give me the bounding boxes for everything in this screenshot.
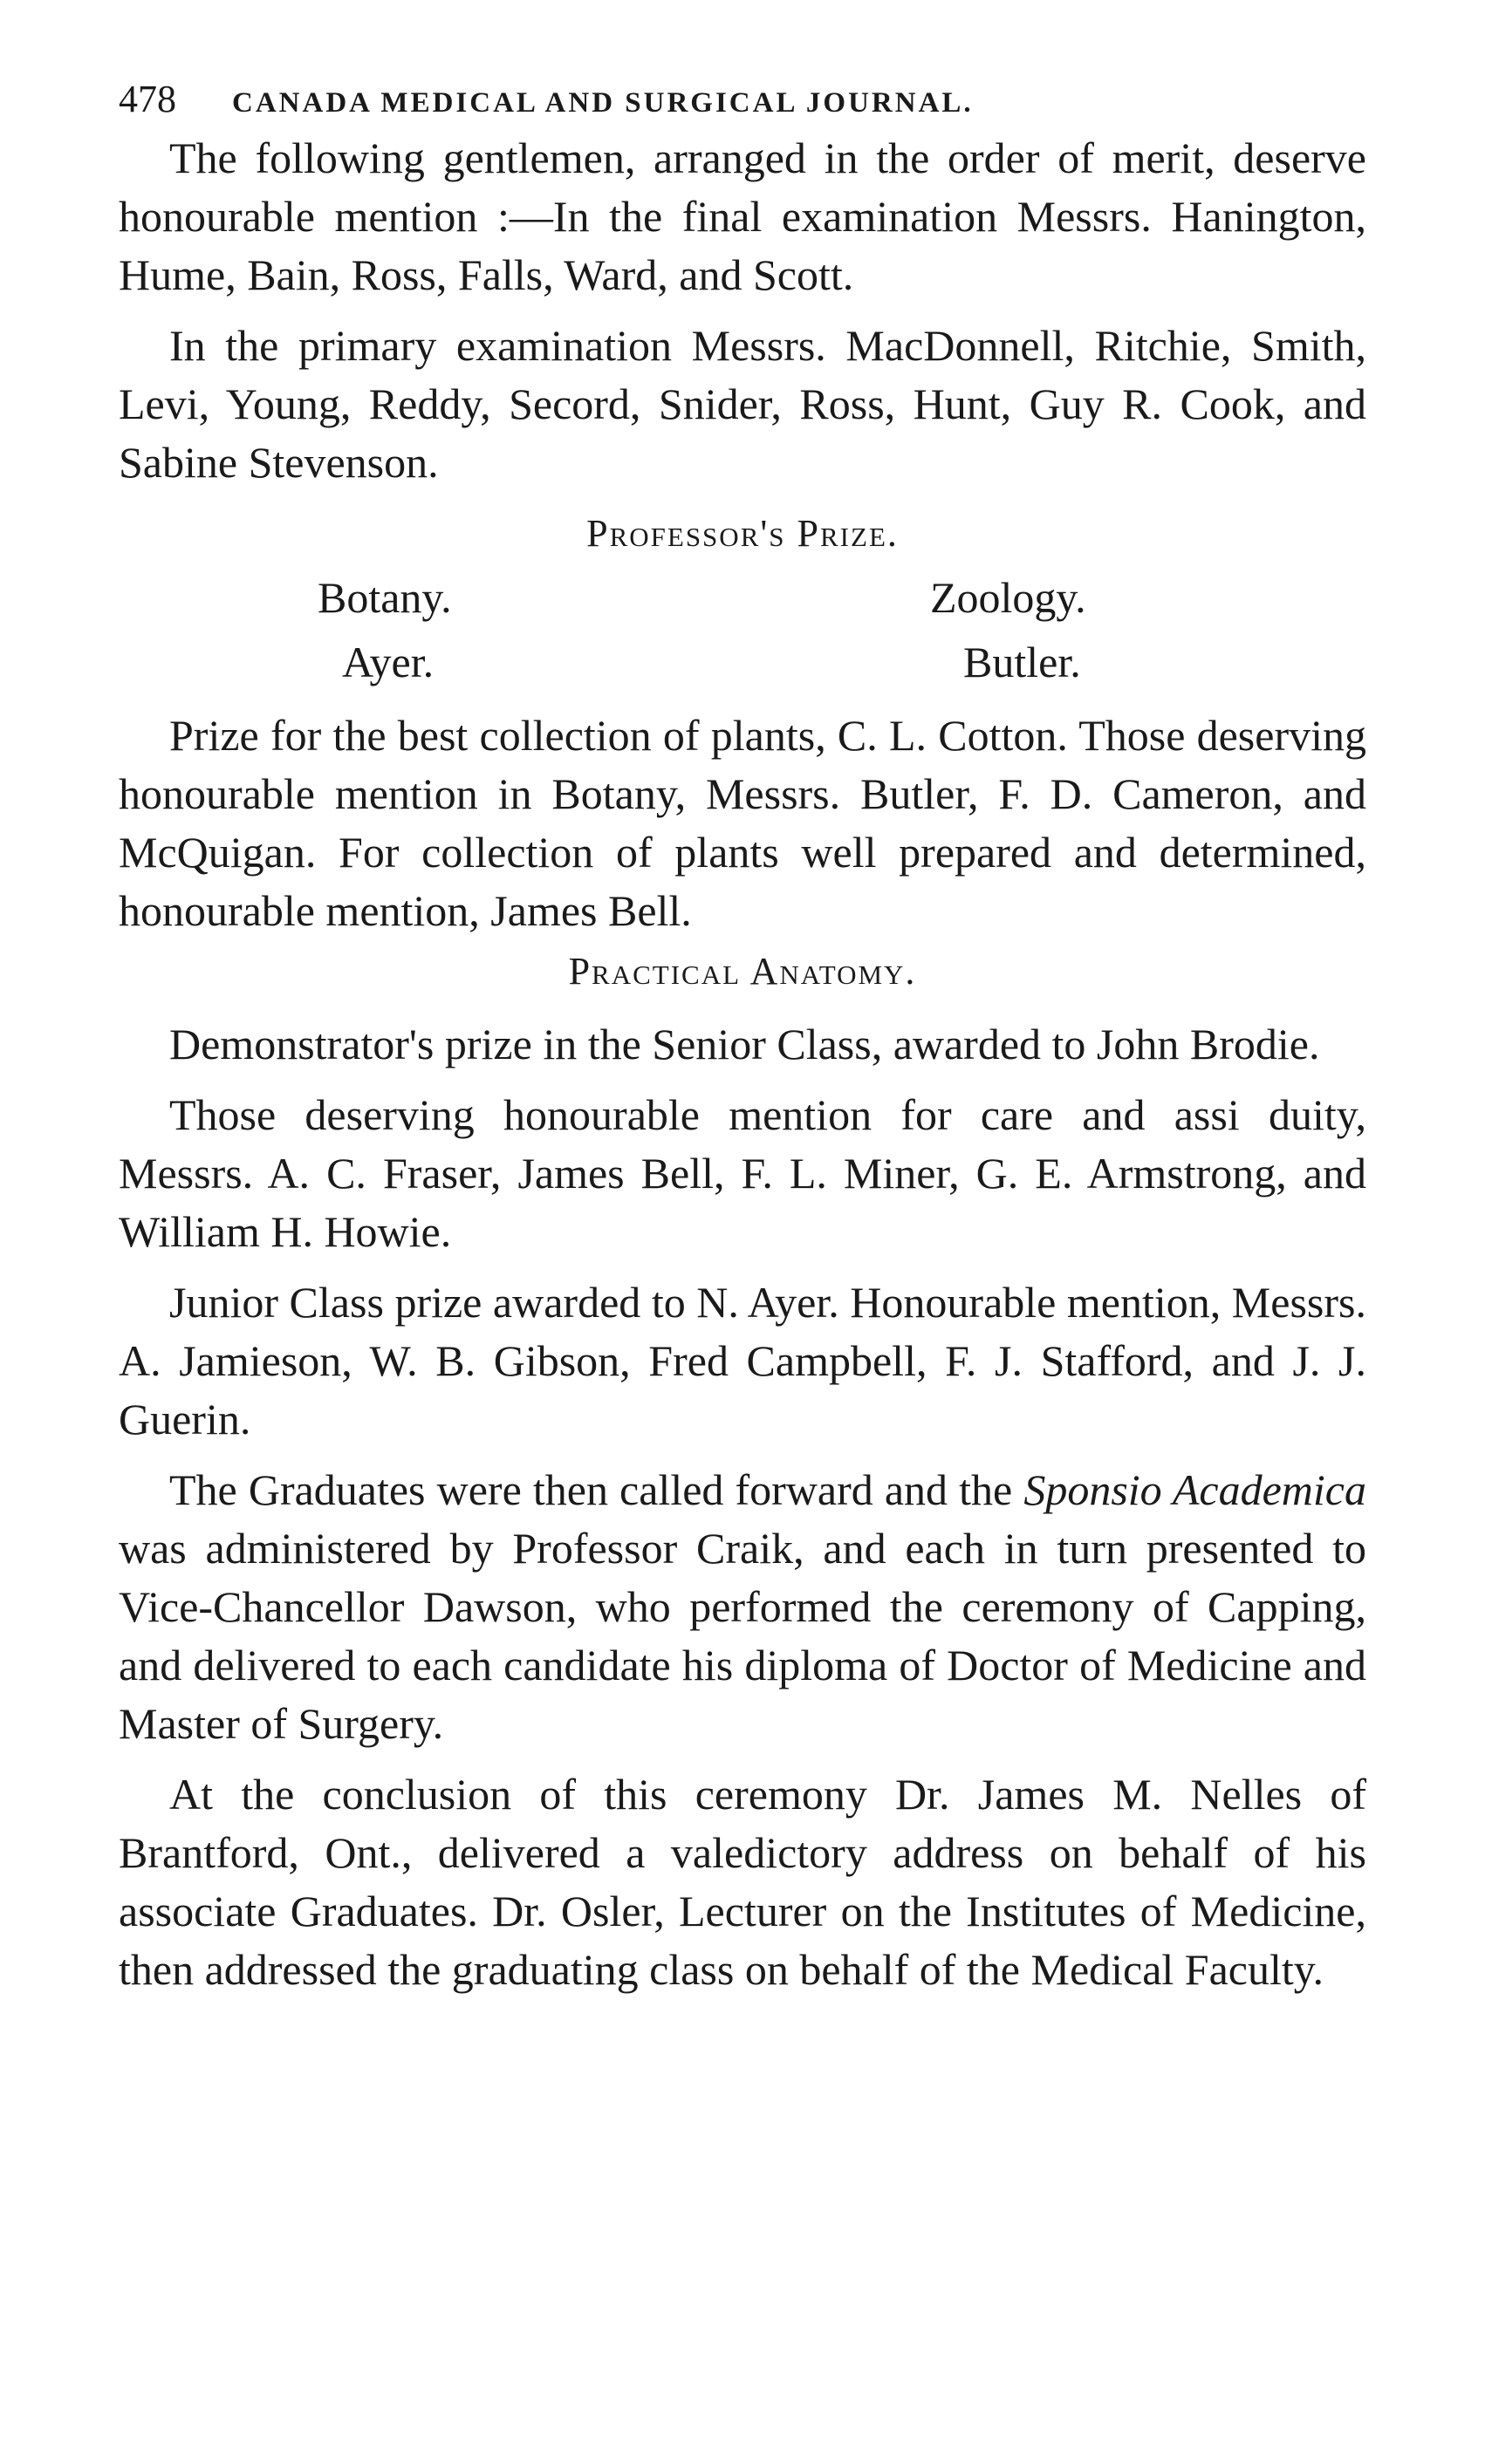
paragraph-demonstrators-prize: Demonstrator's prize in the Senior Class, awarded to John Brodie. [169, 1020, 1320, 1068]
section-heading-professors-prize: Professor's Prize. [586, 512, 899, 555]
prize-winner-zoology: Butler. [963, 638, 1081, 686]
capping-text-end: was administered by Professor Craik, and each in turn presented to Vice-Chancellor Dawson, who performed the ceremony of Capping, and delivered to each candidate his diploma of Doctor of Medicine and Master of Surgery. [119, 1524, 1366, 1748]
prize-winner-botany: Ayer. [342, 638, 435, 686]
sponsio-academica: Sponsio Academica [1023, 1465, 1366, 1514]
paragraph-valedictory: At the conclusion of this ceremony Dr. James M. Nelles of Brantford, Ont., delivered a valedictory address on behalf of his associate Graduates. Dr. Osler, Lecturer on the Institutes of Medicine, then addressed the graduating class on behalf of the Medical Faculty. [119, 1770, 1366, 1994]
capping-text-start: The Graduates were then called forward and the [169, 1465, 1024, 1514]
section-heading-practical-anatomy: Practical Anatomy. [568, 950, 917, 993]
paragraph-honourable-mention-primary: In the primary examination Messrs. MacDonnell, Ritchie, Smith, Levi, Young, Reddy, Secord, Snider, Ross, Hunt, Guy R. Cook, and Sabine Stevenson. [119, 321, 1366, 487]
prize-subject-zoology: Zoology. [930, 573, 1086, 622]
paragraph-care-assiduity: Those deserving honourable mention for care and assi duity, Messrs. A. C. Fraser, James Bell, F. L. Miner, G. E. Armstrong, and William H. Howie. [119, 1090, 1366, 1256]
prize-subject-botany: Botany. [318, 573, 452, 622]
paragraph-junior-class: Junior Class prize awarded to N. Ayer. Honourable mention, Messrs. A. Jamieson, W. B. Gibson, Fred Campbell, F. J. Stafford, and J. J. Guerin. [119, 1278, 1366, 1444]
page-number: 478 [119, 78, 176, 120]
paragraph-honourable-mention-final: The following gentlemen, arranged in the order of merit, deserve honourable mention :—In the final examination Messrs. Hanington, Hume, Bain, Ross, Falls, Ward, and Scott. [119, 133, 1366, 299]
running-head [119, 77, 1366, 129]
paragraph-plant-collection: Prize for the best collection of plants, C. L. Cotton. Those deserving honourable mention in Botany, Messrs. Butler, F. D. Cameron, and McQuigan. For collection of plants well prepared and determined, honourable mention, James Bell. [119, 711, 1366, 935]
journal-title: CANADA MEDICAL AND SURGICAL JOURNAL. [232, 87, 974, 119]
journal-page [119, 77, 1366, 1999]
prize-winner-row [119, 630, 1366, 694]
prize-subject-row [119, 565, 1366, 630]
paragraph-graduates-capping [119, 1461, 1366, 1753]
